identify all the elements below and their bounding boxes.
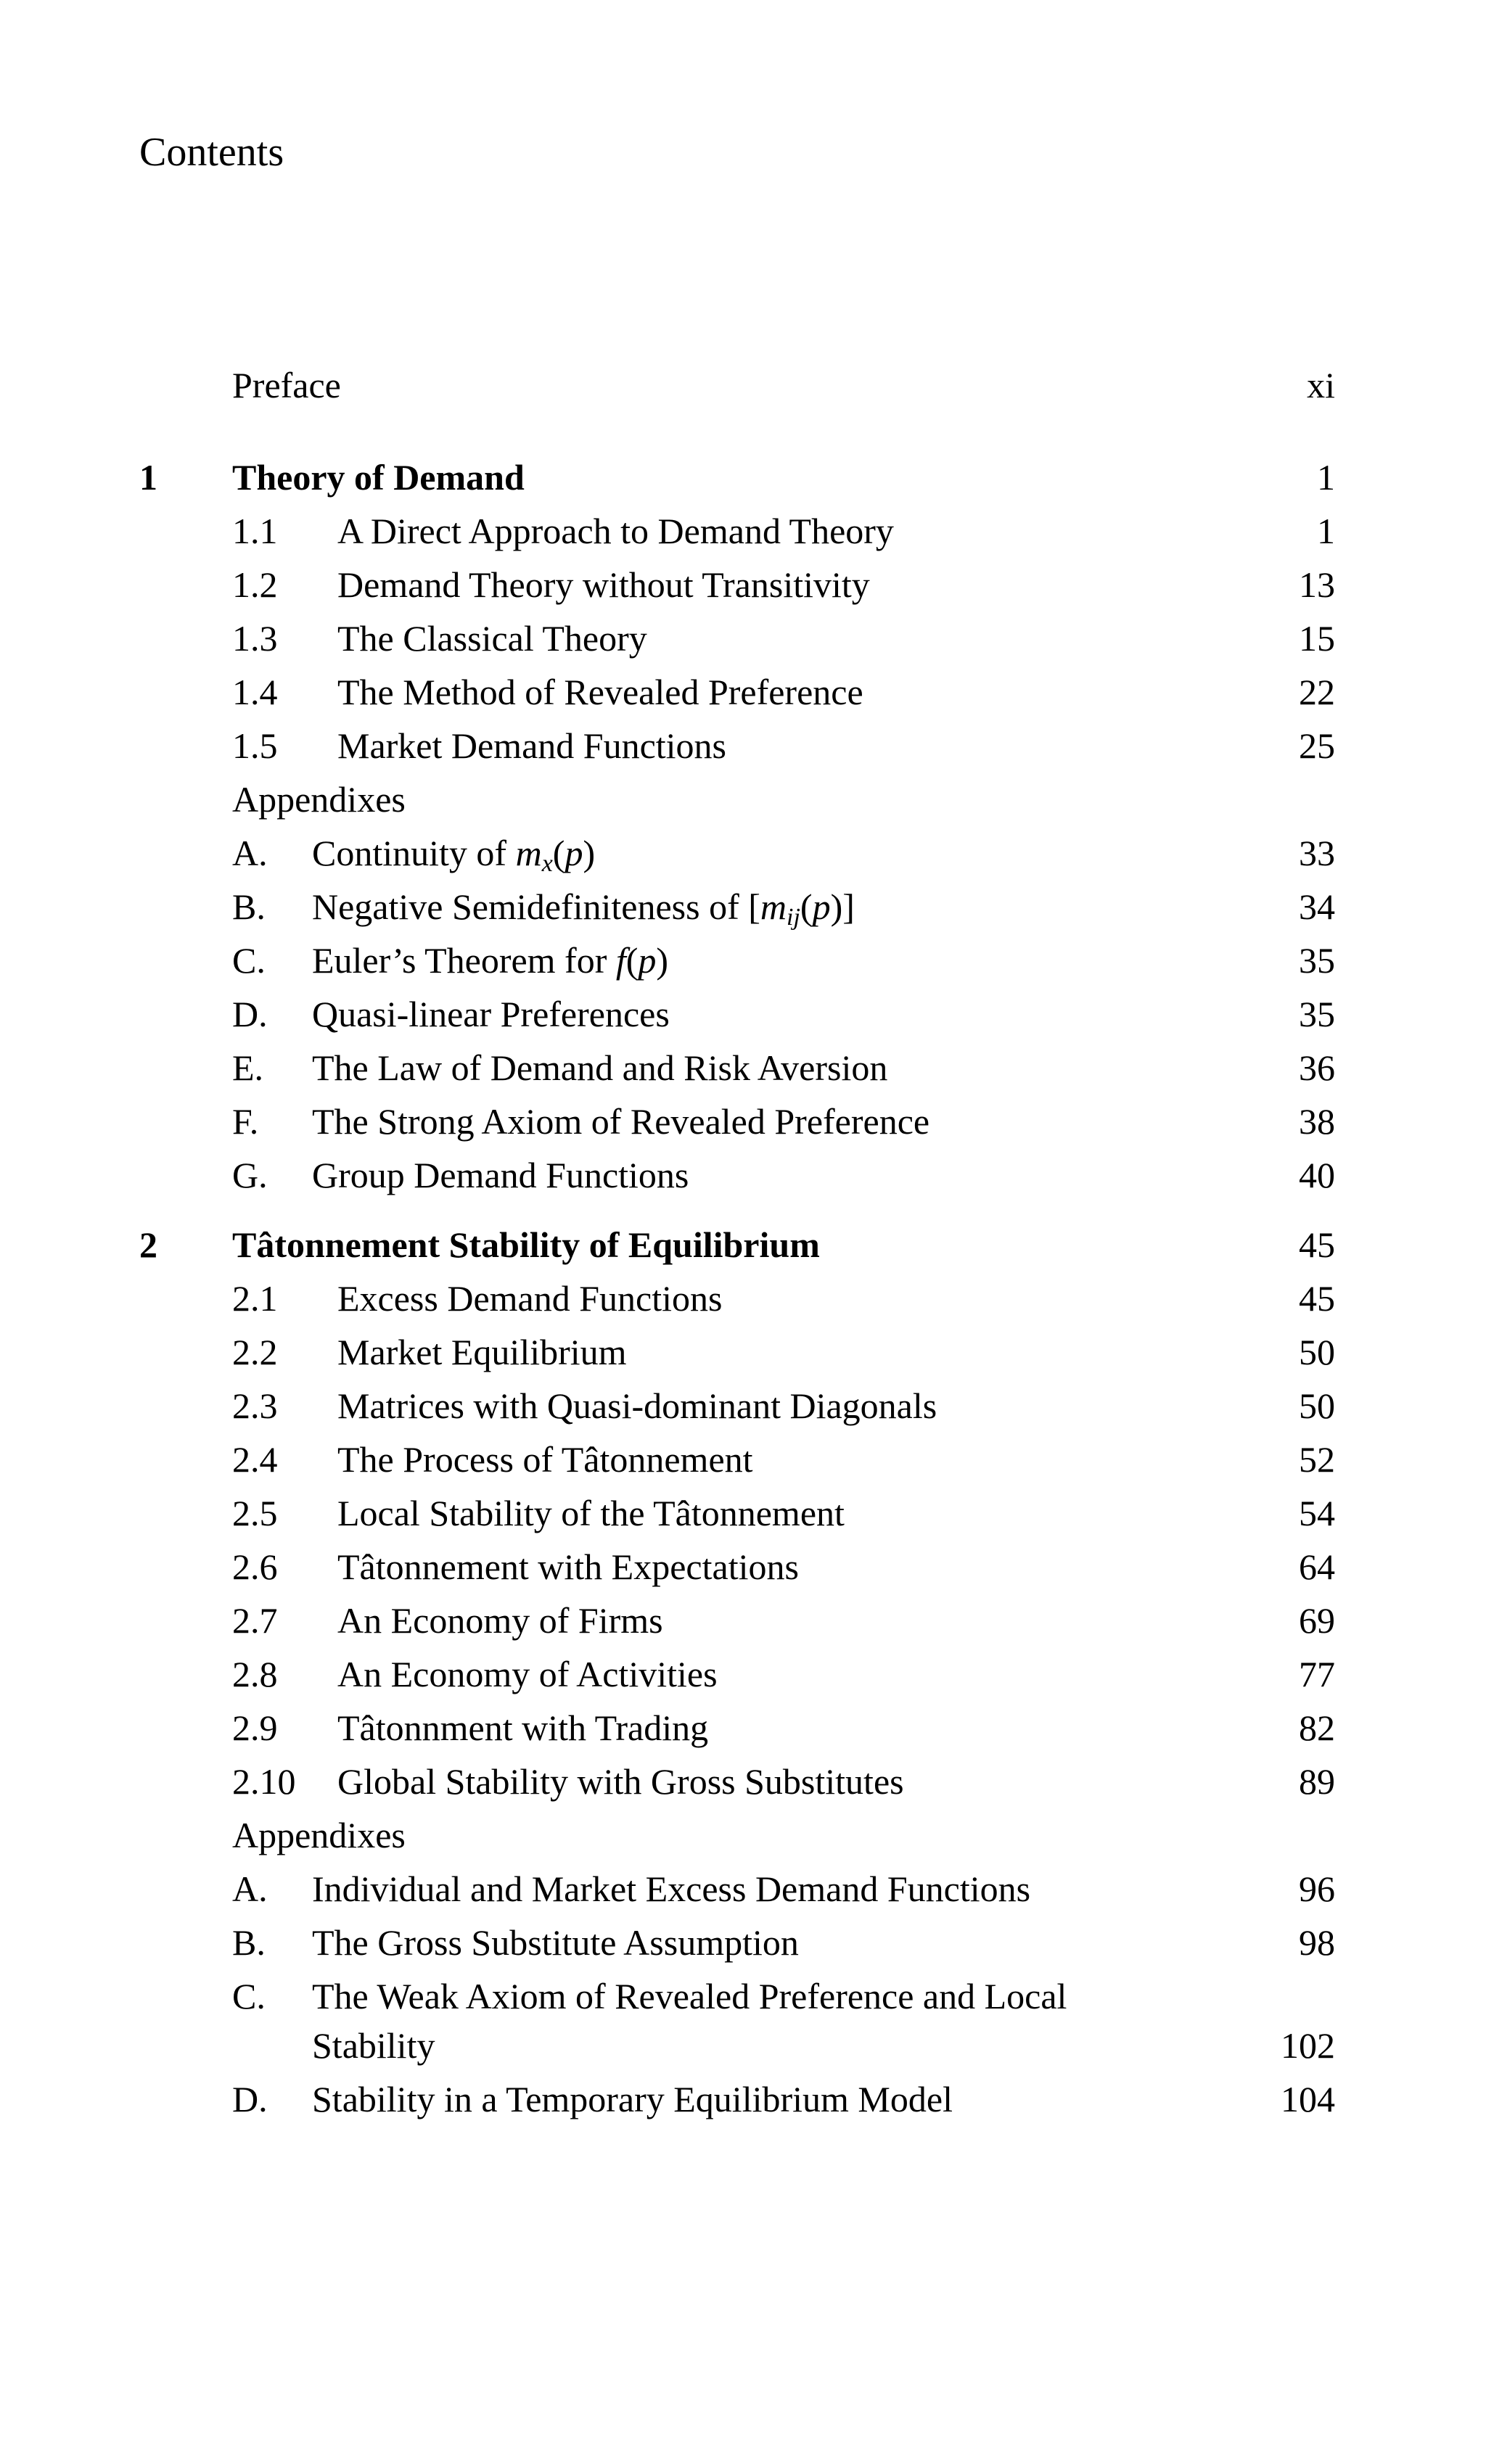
section-page: 50 [1299, 1332, 1335, 1372]
toc-appendix[interactable] [0, 1147, 1335, 1203]
appendix-page: 98 [1299, 1922, 1335, 1963]
toc-appendix[interactable] [0, 1040, 1335, 1095]
toc-section[interactable] [0, 664, 1335, 720]
appendix-label: A. [232, 833, 268, 873]
appendix-title: Stability in a Temporary Equilibrium Model [312, 2079, 953, 2119]
section-number: 1.2 [232, 564, 278, 605]
section-number: 2.5 [232, 1493, 278, 1533]
appendix-label: F. [232, 1101, 259, 1142]
section-page: 25 [1299, 725, 1335, 766]
appendix-page: 35 [1299, 994, 1335, 1034]
section-number: 2.1 [232, 1278, 278, 1319]
chapter-number: 1 [139, 457, 157, 498]
appendix-label: B. [232, 886, 266, 927]
appendix-page: 40 [1299, 1155, 1335, 1195]
appendix-title: Group Demand Functions [312, 1155, 689, 1195]
toc-appendix[interactable] [0, 879, 1335, 934]
toc-section[interactable] [0, 1593, 1335, 1648]
appendix-title: The Gross Substitute Assumption [312, 1922, 799, 1963]
appendix-title: Individual and Market Excess Demand Functions [312, 1868, 1031, 1909]
appendix-label: D. [232, 2079, 268, 2119]
section-number: 2.2 [232, 1332, 278, 1372]
toc-appendix[interactable] [0, 1915, 1335, 1970]
section-title: Excess Demand Functions [337, 1278, 723, 1319]
section-page: 1 [1317, 511, 1335, 551]
toc-section[interactable] [0, 1324, 1335, 1380]
section-number: 2.10 [232, 1761, 296, 1802]
section-number: 1.3 [232, 618, 278, 659]
section-title: The Classical Theory [337, 618, 647, 659]
toc-appendix[interactable] [0, 1094, 1335, 1149]
appendix-title: The Strong Axiom of Revealed Preference [312, 1101, 930, 1142]
toc-section[interactable] [0, 503, 1335, 559]
section-title: An Economy of Activities [337, 1654, 718, 1694]
appendix-title: Continuity of $m_x(p)$ [312, 833, 596, 877]
appendix-label: E. [232, 1047, 264, 1088]
toc-appendix-continued[interactable] [0, 2018, 1335, 2073]
toc-section[interactable] [0, 718, 1335, 773]
section-title: Local Stability of the Tâtonnement [337, 1493, 845, 1533]
section-number: 2.6 [232, 1546, 278, 1587]
toc-appendix[interactable] [0, 825, 1335, 881]
section-title: The Method of Revealed Preference [337, 672, 863, 712]
toc-appendix[interactable] [0, 933, 1335, 988]
appendix-label: C. [232, 940, 266, 981]
toc-section[interactable] [0, 1647, 1335, 1702]
section-title: Global Stability with Gross Substitutes [337, 1761, 904, 1802]
section-title: Market Equilibrium [337, 1332, 627, 1372]
appendixes-label: Appendixes [232, 779, 406, 820]
toc-entry-preface[interactable] [0, 358, 1335, 413]
appendix-page: 104 [1281, 2079, 1335, 2119]
toc-section[interactable] [0, 1378, 1335, 1433]
chapter-number: 2 [139, 1224, 157, 1265]
section-title: Tâtonnement with Expectations [337, 1546, 799, 1587]
chapter-page: 45 [1299, 1224, 1335, 1265]
appendix-label: G. [232, 1155, 268, 1195]
section-page: 77 [1299, 1654, 1335, 1694]
section-page: 64 [1299, 1546, 1335, 1587]
section-title: Demand Theory without Transitivity [337, 564, 870, 605]
section-page: 15 [1299, 618, 1335, 659]
section-title: Market Demand Functions [337, 725, 727, 766]
math-m-x-p: $m_x(p)$ [515, 833, 596, 877]
section-page: 45 [1299, 1278, 1335, 1319]
section-page: 69 [1299, 1600, 1335, 1641]
toc-appendix[interactable] [0, 1861, 1335, 1916]
section-page: 52 [1299, 1439, 1335, 1480]
page-title: Contents [139, 130, 284, 175]
toc-section[interactable] [0, 611, 1335, 666]
appendix-label: B. [232, 1922, 266, 1963]
section-page: 82 [1299, 1707, 1335, 1748]
toc-section[interactable] [0, 1486, 1335, 1541]
entry-title: Preface [232, 365, 341, 405]
math-f-p: f(p) [615, 940, 669, 981]
section-number: 1.5 [232, 725, 278, 766]
math-m-ij-p: $[m_{ij}(p)]$ [748, 886, 855, 931]
toc-section[interactable] [0, 1271, 1335, 1326]
appendixes-label: Appendixes [232, 1815, 406, 1855]
toc-appendix[interactable] [0, 1969, 1335, 2024]
appendix-page: 34 [1299, 886, 1335, 927]
section-number: 2.4 [232, 1439, 278, 1480]
section-number: 1.1 [232, 511, 278, 551]
appendix-title-continued: Stability [312, 2025, 435, 2066]
toc-section[interactable] [0, 557, 1335, 612]
section-title: Matrices with Quasi-dominant Diagonals [337, 1385, 937, 1426]
section-title: An Economy of Firms [337, 1600, 663, 1641]
appendix-label: C. [232, 1976, 266, 2016]
appendix-page: 96 [1299, 1868, 1335, 1909]
section-page: 54 [1299, 1493, 1335, 1533]
appendix-label: A. [232, 1868, 268, 1909]
toc-section[interactable] [0, 1432, 1335, 1487]
toc-section[interactable] [0, 1754, 1335, 1809]
chapter-title: Theory of Demand [232, 457, 525, 498]
appendix-title: The Weak Axiom of Revealed Preference and Local [312, 1976, 1067, 2016]
appendix-page: 36 [1299, 1047, 1335, 1088]
appendix-page: 35 [1299, 940, 1335, 981]
section-number: 2.9 [232, 1707, 278, 1748]
appendix-title: Negative Semidefiniteness of $[m_{ij}(p)]$ [312, 886, 855, 931]
appendix-page: 33 [1299, 833, 1335, 873]
appendix-page: 102 [1281, 2025, 1335, 2066]
section-number: 2.8 [232, 1654, 278, 1694]
section-title: The Process of Tâtonnement [337, 1439, 753, 1480]
section-number: 2.3 [232, 1385, 278, 1426]
toc-section[interactable] [0, 1539, 1335, 1594]
appendixes-heading [0, 772, 1335, 827]
section-page: 89 [1299, 1761, 1335, 1802]
chapter-page: 1 [1317, 457, 1335, 498]
section-number: 2.7 [232, 1600, 278, 1641]
section-number: 1.4 [232, 672, 278, 712]
chapter-title: Tâtonnement Stability of Equilibrium [232, 1224, 820, 1265]
toc-chapter-2[interactable] [0, 1217, 1335, 1272]
toc-chapter-1[interactable] [0, 450, 1335, 505]
section-title: Tâtonnment with Trading [337, 1707, 709, 1748]
appendix-title: The Law of Demand and Risk Aversion [312, 1047, 888, 1088]
appendix-title: Quasi-linear Preferences [312, 994, 670, 1034]
toc-appendix[interactable] [0, 986, 1335, 1042]
appendix-title: Euler’s Theorem for f(p) [312, 940, 669, 981]
entry-page: xi [1307, 365, 1335, 405]
appendixes-heading [0, 1808, 1335, 1863]
appendix-label: D. [232, 994, 268, 1034]
section-page: 13 [1299, 564, 1335, 605]
appendix-page: 38 [1299, 1101, 1335, 1142]
section-page: 50 [1299, 1385, 1335, 1426]
toc-appendix[interactable] [0, 2072, 1335, 2127]
toc-section[interactable] [0, 1700, 1335, 1755]
section-title: A Direct Approach to Demand Theory [337, 511, 894, 551]
section-page: 22 [1299, 672, 1335, 712]
